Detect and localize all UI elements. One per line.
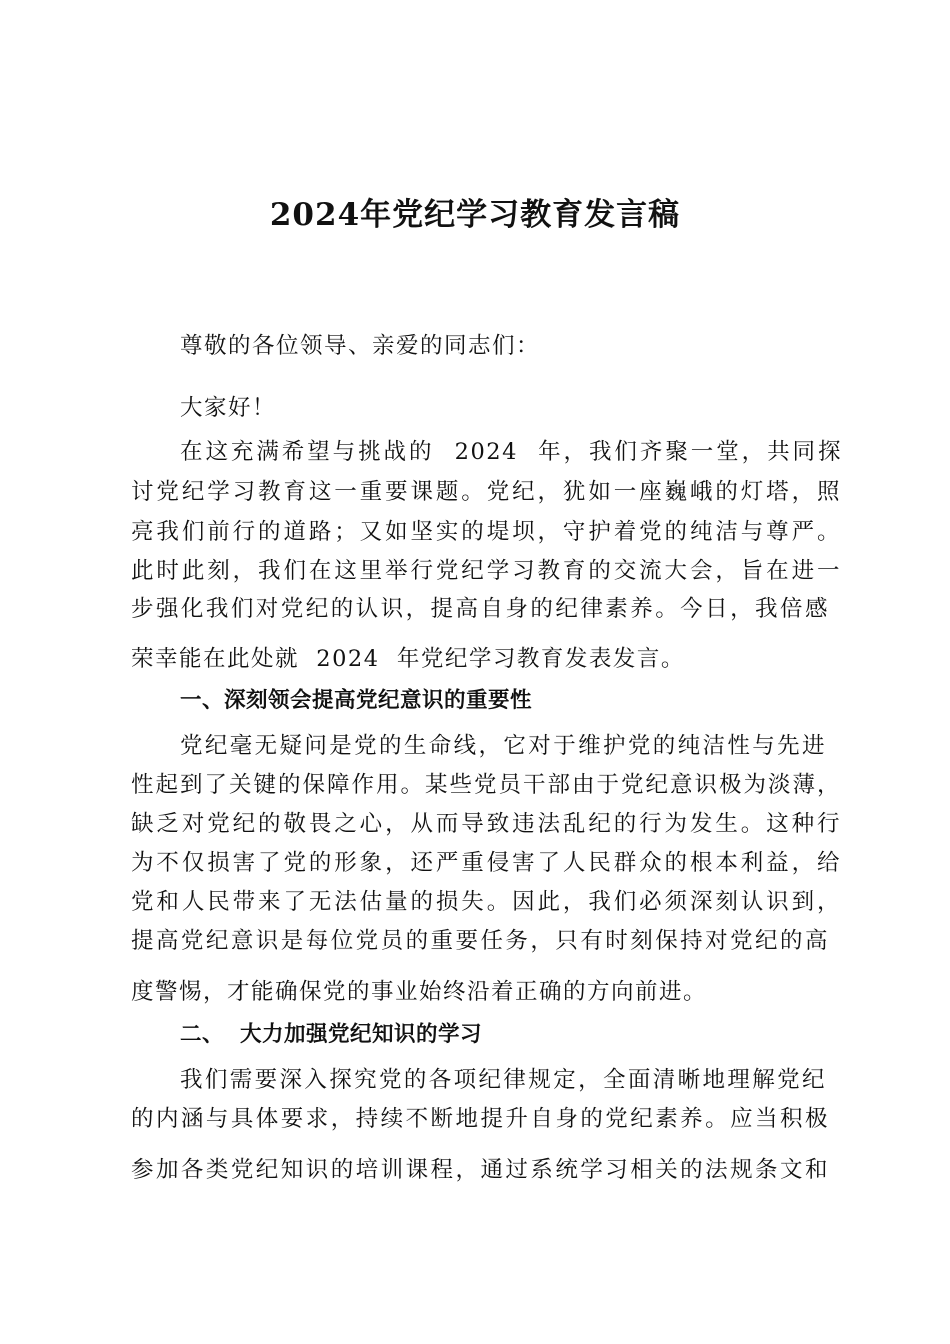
section-1-line-4: 为不仅损害了党的形象，还严重侵害了人民群众的根本利益，给 xyxy=(131,850,841,876)
intro-line-6: 荣幸能在此处就 2024 年党纪学习教育发表发言。 xyxy=(131,646,685,672)
section-1-line-3: 缺乏对党纪的敬畏之心，从而导致违法乱纪的行为发生。这种行 xyxy=(131,811,841,837)
section-2-line-1: 我们需要深入探究党的各项纪律规定，全面清晰地理解党纪 xyxy=(180,1067,826,1093)
section-1-heading: 一、深刻领会提高党纪意识的重要性 xyxy=(180,688,533,713)
section-2-line-3: 参加各类党纪知识的培训课程，通过系统学习相关的法规条文和 xyxy=(131,1157,829,1183)
section-2-heading: 二、 大力加强党纪知识的学习 xyxy=(180,1022,482,1047)
greeting: 大家好！ xyxy=(180,395,277,421)
section-1-line-2: 性起到了关键的保障作用。某些党员干部由于党纪意识极为淡薄， xyxy=(131,772,841,798)
intro-line-2: 讨党纪学习教育这一重要课题。党纪，犹如一座巍峨的灯塔，照 xyxy=(131,479,841,505)
section-1-line-1: 党纪毫无疑问是党的生命线，它对于维护党的纯洁性与先进 xyxy=(180,733,826,759)
intro-line-4: 此时此刻，我们在这里举行党纪学习教育的交流大会，旨在进一 xyxy=(131,558,841,584)
document-title: 2024年党纪学习教育发言稿 xyxy=(269,197,681,233)
section-1-line-7: 度警惕，才能确保党的事业始终沿着正确的方向前进。 xyxy=(131,979,708,1005)
section-1-line-5: 党和人民带来了无法估量的损失。因此，我们必须深刻认识到， xyxy=(131,889,841,915)
section-1-line-6: 提高党纪意识是每位党员的重要任务，只有时刻保持对党纪的高 xyxy=(131,928,829,954)
salutation: 尊敬的各位领导、亲爱的同志们： xyxy=(180,333,541,359)
section-2-line-2: 的内涵与具体要求，持续不断地提升自身的党纪素养。应当积极 xyxy=(131,1106,829,1132)
intro-line-3: 亮我们前行的道路；又如坚实的堤坝，守护着党的纯洁与尊严。 xyxy=(131,519,841,545)
intro-line-5: 步强化我们对党纪的认识，提高自身的纪律素养。今日，我倍感 xyxy=(131,596,829,622)
intro-line-1: 在这充满希望与挑战的 2024 年，我们齐聚一堂，共同探 xyxy=(180,439,842,465)
